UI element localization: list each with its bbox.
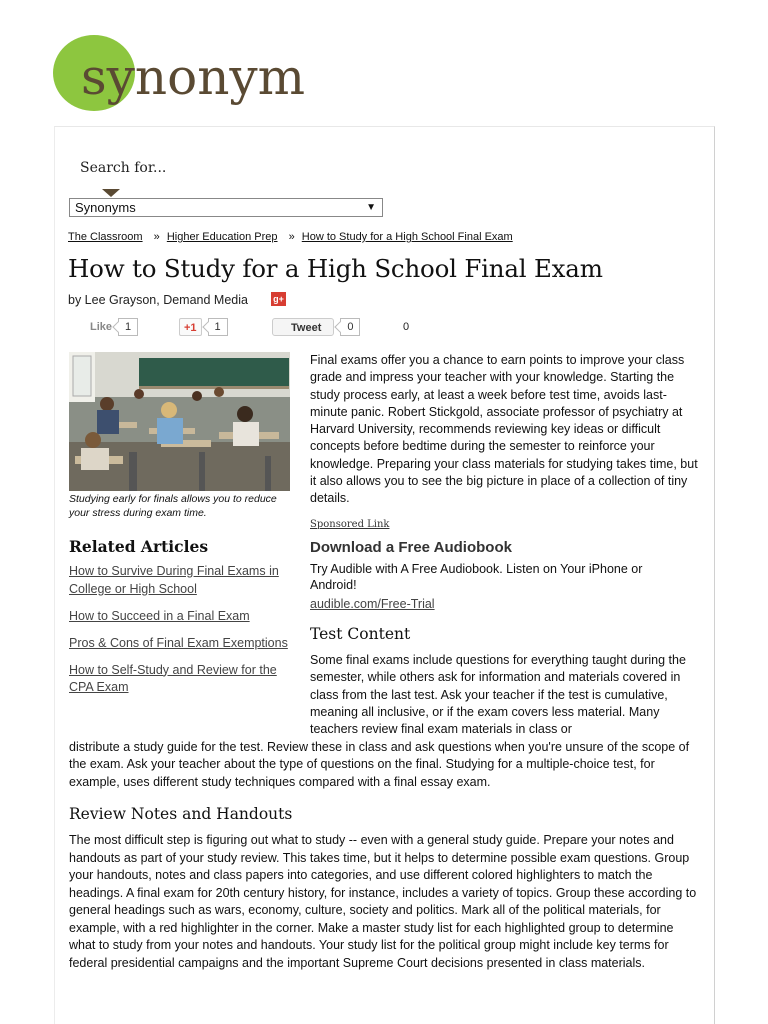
gplus-button[interactable]	[179, 318, 202, 336]
search-caret-icon	[102, 189, 120, 197]
review-notes-paragraph: The most difficult step is figuring out what to study -- even with a general study guide. Prepare your notes and handouts as part of your study review. This takes time, but it helps to determine possible exam questions. Group your handouts, notes and class papers into categories, and use different colored highlighters to match the headings. A final exam for 20th century history, for instance, includes a variety of topics. Group these according to general headings such as wars, economy, culture, society and politics. Mark all of the political materials, for example, with a red highlighter in the corner. Make a master study list for each highlighted group to determine what to study from your notes and handouts. Your study list for the political group might include key terms for federal presidential campaigns and the important Supreme Court decisions presented in class materials.	[69, 833, 697, 970]
list-item	[69, 635, 289, 653]
list-item	[69, 563, 289, 598]
intro-paragraph: Final exams offer you a chance to earn points to improve your class grade and impress your teacher with your knowledge. Starting the study process early, at least a week before test time, avoids last-minute panic. Robert Stickgold, associate professor of psychiatry at Harvard University, recommends reviewing key ideas or difficult concepts before bedtime during the semester to reinforce your knowledge. Preparing your class materials for studying takes time, but it also allows you to see the big picture in place of a collection of tiny details.	[310, 353, 698, 506]
classroom-photo-illustration	[69, 352, 290, 491]
google-plus-icon[interactable]: g+	[271, 292, 286, 306]
sponsored-label[interactable]: Sponsored Link	[310, 519, 390, 530]
article-photo	[69, 352, 290, 491]
photo-caption: Studying early for finals allows you to reduce your stress during exam time.	[69, 493, 277, 519]
test-content-paragraph-part-1: Some final exams include questions for everything taught during the semester, while others ask for information and materials covered in class from the last test. Ask your teacher if the test is cumulative, meaning all inclusive, or if the exam covers less material. Many teachers review final exam materials in class or	[310, 653, 686, 737]
section-heading-test-content: Test Content	[310, 625, 411, 643]
tweet-button[interactable]: Tweet	[272, 318, 334, 336]
related-articles-list	[69, 563, 289, 706]
tweet-count: 0	[340, 318, 360, 336]
breadcrumb-separator: »	[288, 231, 295, 243]
tweet-widget	[272, 318, 360, 336]
share-extra-count: 0	[403, 321, 410, 333]
breadcrumb-item-classroom[interactable]: The Classroom	[68, 231, 143, 243]
section-heading-review-notes: Review Notes and Handouts	[69, 805, 293, 823]
breadcrumb	[68, 231, 513, 243]
test-content-paragraph-part-2: distribute a study guide for the test. Review these in class and ask questions when you're unsure of the scope of the exam. Ask your teacher about the type of questions on the final. Studying for a multiple-choice test, for example, uses different study techniques compared with a final essay exam.	[69, 740, 690, 789]
breadcrumb-item-current-article[interactable]: How to Study for a High School Final Exam	[301, 231, 513, 243]
site-logo[interactable]	[53, 35, 333, 115]
search-label: Search for...	[80, 160, 167, 176]
related-article-link[interactable]: How to Survive During Final Exams in College or High School	[69, 564, 279, 596]
related-article-link[interactable]: How to Self-Study and Review for the CPA Exam	[69, 662, 277, 694]
ad-title-link[interactable]: Download a Free Audiobook	[310, 539, 512, 556]
ad-url-link[interactable]: audible.com/Free-Trial	[310, 597, 435, 611]
search-select-value: Synonyms	[75, 200, 136, 215]
page-title: How to Study for a High School Final Exam	[68, 254, 603, 283]
like-button[interactable]: Like	[90, 321, 113, 333]
list-item	[69, 608, 289, 626]
gplus-count: 1	[208, 318, 228, 336]
related-article-link[interactable]: Pros & Cons of Final Exam Exemptions	[69, 635, 288, 650]
list-item	[69, 662, 289, 697]
like-widget	[90, 318, 138, 336]
gplus-label: +1	[184, 322, 197, 334]
ad-description: Try Audible with A Free Audiobook. Listen on Your iPhone or Android!	[310, 562, 643, 592]
breadcrumb-item-higher-education-prep[interactable]: Higher Education Prep	[166, 231, 278, 243]
related-articles-heading: Related Articles	[69, 537, 209, 556]
related-article-link[interactable]: How to Succeed in a Final Exam	[69, 608, 250, 623]
breadcrumb-separator: »	[153, 231, 160, 243]
author-byline: by Lee Grayson, Demand Media	[68, 293, 248, 307]
search-select[interactable]	[69, 198, 383, 217]
logo-text: synonym	[81, 48, 306, 106]
like-count: 1	[118, 318, 138, 336]
gplus-widget	[179, 318, 228, 336]
chevron-down-icon: ▼	[366, 202, 376, 213]
